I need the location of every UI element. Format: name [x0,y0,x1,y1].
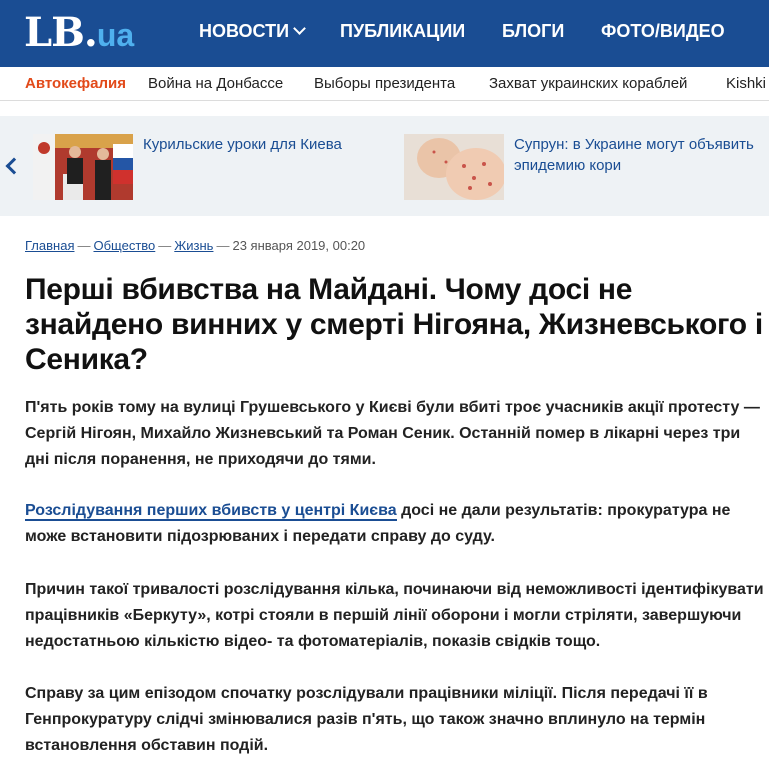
breadcrumb-link-life[interactable]: Жизнь [174,238,214,253]
article-date: 23 января 2019, 00:20 [232,238,366,253]
investigation-link[interactable]: Розслідування перших вбивств у центрі Києва [25,502,397,519]
nav-photo-video[interactable]: ФОТО/ВИДЕО [601,21,725,41]
chevron-down-icon [293,22,306,35]
carousel-thumbnail[interactable] [404,134,504,200]
nav-news[interactable] [199,20,304,42]
related-carousel [0,116,769,216]
breadcrumb: Главная — Общество — Жизнь — 23 января 2019, 00:20 [25,238,366,253]
topics-bar [0,67,769,101]
article-lead: П'ять років тому на вулиці Грушевського у Києві були вбиті троє учасників акції протесту — Сергій Нігоян, Михайло Жизневський та Роман Сеник. Останній помер в лікарні через три дні після поранення, не приходячи до тями. [25,399,760,468]
carousel-caption[interactable]: Курильские уроки для Киева [143,136,342,153]
carousel-thumbnail[interactable] [33,134,133,200]
article-paragraph: Причин такої тривалості розслідування кілька, починаючи від неможливості ідентифікувати працівників «Беркуту», котрі стояли в першій лінії оборони і могли стріляти, завершуючи недостатньою кількістю відео- та фотоматеріалів, показів свідків тощо. [25,581,764,650]
breadcrumb-link-home[interactable]: Главная [25,238,75,253]
nav-blogs[interactable]: БЛОГИ [502,21,565,41]
logo-main: LB. [24,9,97,56]
breadcrumb-link-society[interactable]: Общество [93,238,156,253]
article-paragraph [25,498,765,550]
logo-tld: ua [96,17,135,53]
article-paragraph: Справу за цим епізодом спочатку розслідували працівники міліції. Після передачі її в Генпрокуратуру слідчі змінювалися разів п'ять, що також значно вплинуло на термін встановлення обставин подій. [25,685,708,754]
carousel-caption[interactable]: Супрун: в Украине могут объявить эпидемию кори [514,136,754,174]
nav-publications[interactable]: ПУБЛИКАЦИИ [340,21,466,41]
article-title: Перші вбивства на Майдані. Чому досі не знайдено винних у смерті Нігояна, Жизневського і Сеника? [25,273,763,376]
topic-link-ships[interactable]: Захват украинских кораблей [489,75,688,92]
nav-news-label: НОВОСТИ [199,21,290,41]
paragraph-text: досі не дали результатів: прокуратура не може встановити підозрюваних і передати справу до суду. [25,502,731,545]
chevron-left-icon[interactable] [6,158,23,175]
topic-link-donbass[interactable]: Война на Донбассе [148,75,284,92]
topic-link-kishki[interactable]: Kishki [726,75,767,92]
topic-link-elections[interactable]: Выборы президента [314,75,456,92]
site-header [0,0,769,67]
site-logo[interactable] [24,9,134,59]
topic-link-autocephaly[interactable]: Автокефалия [25,75,126,92]
